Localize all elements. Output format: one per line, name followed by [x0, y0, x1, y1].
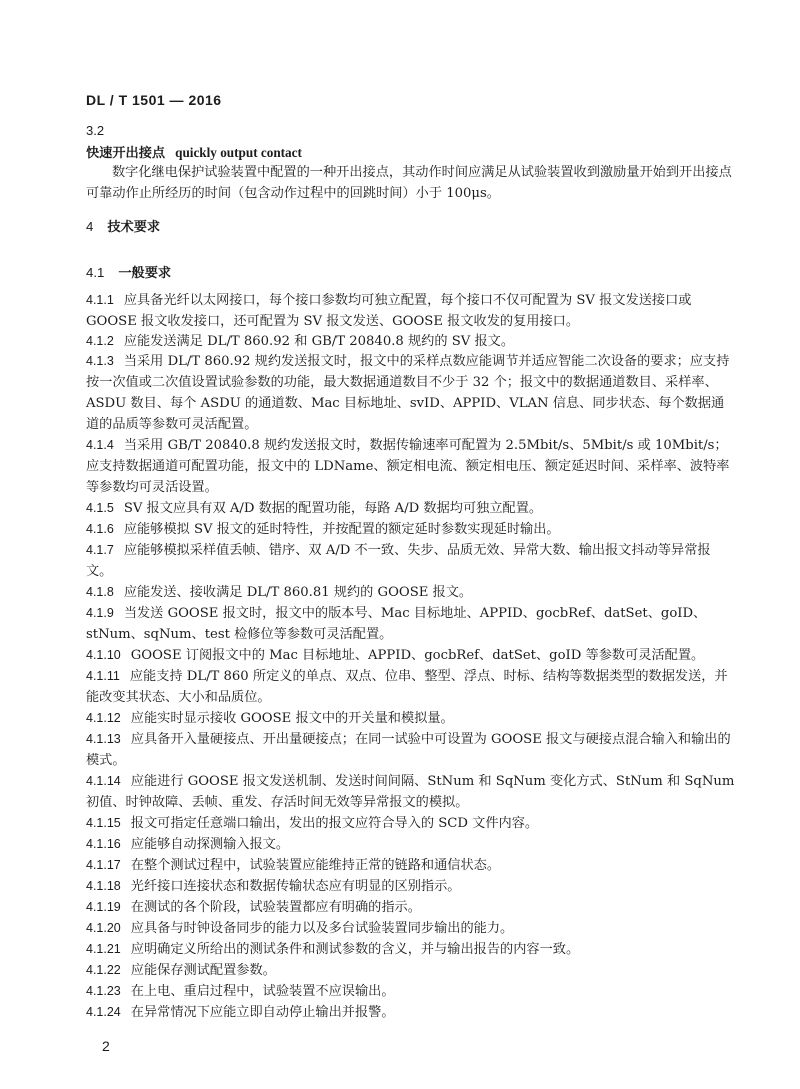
section-4-1-title: 一般要求: [118, 266, 172, 281]
clause-4-1-5: [86, 498, 736, 519]
clause-4-1-9: [86, 603, 736, 645]
clause-number: 4.1.22: [86, 963, 121, 977]
clause-4-1-11: [86, 666, 736, 708]
clause-4-1-22: [86, 960, 736, 981]
clause-4-1-7: [86, 540, 736, 582]
clause-number: 4.1.17: [86, 858, 121, 872]
clause-number: 4.1.11: [86, 669, 120, 683]
section-4-number: 4: [86, 219, 94, 234]
clause-4-1-14: [86, 771, 736, 813]
clause-number: 4.1.2: [86, 334, 114, 348]
clause-number: 4.1.1: [86, 293, 114, 307]
clause-4-1-6: [86, 519, 736, 540]
clause-number: 4.1.4: [86, 438, 114, 452]
clause-number: 4.1.15: [86, 816, 121, 830]
section-4-title: 技术要求: [107, 220, 161, 235]
clause-4-1-1: [86, 290, 736, 332]
clause-4-1-4: [86, 435, 736, 498]
clause-4-1-8: [86, 582, 736, 603]
clause-4-1-20: [86, 918, 736, 939]
clause-number: 4.1.10: [86, 648, 121, 662]
clause-text: 应能够模拟 SV 报文的延时特性，并按配置的额定延时参数实现延时输出。: [123, 522, 560, 537]
term-number-text: 3.2: [86, 123, 105, 138]
clause-4-1-17: [86, 855, 736, 876]
clause-4-1-24: [86, 1002, 736, 1023]
clause-number: 4.1.24: [86, 1005, 121, 1019]
clause-text: 应具备与时钟设备同步的能力以及多台试验装置同步输出的能力。: [130, 921, 514, 936]
clause-number: 4.1.7: [86, 543, 114, 557]
clause-4-1-19: [86, 897, 736, 918]
clause-text: SV 报文应具有双 A/D 数据的配置功能，每路 A/D 数据均可独立配置。: [123, 501, 543, 516]
clause-number: 4.1.20: [86, 921, 121, 935]
clause-text: 当采用 DL/T 860.92 规约发送报文时，报文中的采样点数应能调节并适应智能二次设备的要求；应支持按一次值或二次值设置试验参数的功能，最大数据通道数目不少于 32 个；报文中的数据通道数目、采样率、ASDU 数目、每个 ASDU 的通道数、Mac 目标地址、svID、APPID、VLAN 信息、同步状态、每个数据通道的品质等参数可灵活配置。: [86, 354, 730, 432]
page-number: 2: [102, 1038, 110, 1054]
clause-text: 应具备光纤以太网接口，每个接口参数均可独立配置，每个接口不仅可配置为 SV 报文发送接口或 GOOSE 报文收发接口，还可配置为 SV 报文发送、GOOSE 报文收发的复用接口。: [86, 293, 692, 329]
term-number: [86, 120, 736, 142]
clause-text: 光纤接口连接状态和数据传输状态应有明显的区别指示。: [130, 879, 461, 894]
clause-number: 4.1.9: [86, 606, 114, 620]
clause-4-1-16: [86, 834, 736, 855]
term-title: [86, 142, 736, 164]
clause-text: 应能支持 DL/T 860 所定义的单点、双点、位串、整型、浮点、时标、结构等数据类型的数据发送，并能改变其状态、大小和品质位。: [86, 669, 728, 705]
clause-number: 4.1.19: [86, 900, 121, 914]
clause-4-1-10: [86, 645, 736, 666]
clause-text: 在上电、重启过程中，试验装置不应误输出。: [130, 984, 395, 999]
clause-text: 应能保存测试配置参数。: [130, 963, 276, 978]
clause-text: 应能够模拟采样值丢帧、错序、双 A/D 不一致、失步、品质无效、异常大数、输出报文抖动等异常报文。: [86, 543, 711, 579]
clause-number: 4.1.21: [86, 942, 121, 956]
clause-4-1-13: [86, 729, 736, 771]
clause-4-1-3: [86, 351, 736, 435]
clause-number: 4.1.3: [86, 354, 114, 368]
clause-text: 在异常情况下应能立即自动停止输出并报警。: [130, 1005, 395, 1020]
clause-text: 当采用 GB/T 20840.8 规约发送报文时，数据传输速率可配置为 2.5Mbit/s、5Mbit/s 或 10Mbit/s；应支持数据通道可配置功能，报文中的 LDName、额定相电流、额定相电压、额定延迟时间、采样率、波特率等参数均可灵活设置。: [86, 438, 730, 495]
clause-number: 4.1.14: [86, 774, 121, 788]
clause-text: 报文可指定任意端口输出，发出的报文应符合导入的 SCD 文件内容。: [130, 816, 539, 831]
clause-4-1-15: [86, 813, 736, 834]
clause-number: 4.1.16: [86, 837, 121, 851]
clause-number: 4.1.5: [86, 501, 114, 515]
clause-number: 4.1.13: [86, 732, 121, 746]
clause-text: 应能实时显示接收 GOOSE 报文中的开关量和模拟量。: [130, 711, 454, 726]
clause-text: 在测试的各个阶段，试验装置都应有明确的指示。: [130, 900, 421, 915]
section-4-1-number: 4.1: [86, 265, 105, 280]
clause-text: 应能发送满足 DL/T 860.92 和 GB/T 20840.8 规约的 SV 报文。: [123, 334, 515, 349]
term-title-cn: 快速开出接点: [86, 146, 166, 161]
clause-number: 4.1.18: [86, 879, 121, 893]
clause-number: 4.1.12: [86, 711, 121, 725]
clause-text: GOOSE 订阅报文中的 Mac 目标地址、APPID、gocbRef、datSet、goID 等参数可灵活配置。: [130, 648, 705, 663]
section-4-1-heading: [86, 262, 736, 284]
clause-number: 4.1.8: [86, 585, 114, 599]
clause-4-1-12: [86, 708, 736, 729]
term-definition: 数字化继电保护试验装置中配置的一种开出接点，其动作时间应满足从试验装置收到激励量开始到开出接点可靠动作止所经历的时间（包含动作过程中的回跳时间）小于 100μs。: [86, 165, 732, 201]
clause-number: 4.1.23: [86, 984, 121, 998]
clause-text: 应能够自动探测输入报文。: [130, 837, 290, 852]
clause-text: 在整个测试过程中，试验装置应能维持正常的链路和通信状态。: [130, 858, 501, 873]
standard-code-header: DL / T 1501 — 2016: [86, 92, 222, 108]
clause-text: 应能进行 GOOSE 报文发送机制、发送时间间隔、StNum 和 SqNum 变化方式、StNum 和 SqNum 初值、时钟故障、丢帧、重发、存活时间无效等异常报文的模拟。: [86, 774, 735, 810]
clause-text: 应明确定义所给出的测试条件和测试参数的含义，并与输出报告的内容一致。: [130, 942, 580, 957]
clause-4-1-2: [86, 331, 736, 352]
term-title-en: quickly output contact: [175, 145, 302, 160]
section-4-heading: [86, 216, 736, 238]
clause-4-1-23: [86, 981, 736, 1002]
clause-4-1-18: [86, 876, 736, 897]
clause-text: 当发送 GOOSE 报文时，报文中的版本号、Mac 目标地址、APPID、gocbRef、datSet、goID、stNum、sqNum、test 检修位等参数可灵活配置。: [86, 606, 707, 642]
clause-number: 4.1.6: [86, 522, 114, 536]
clause-text: 应能发送、接收满足 DL/T 860.81 规约的 GOOSE 报文。: [123, 585, 473, 600]
clause-text: 应具备开入量硬接点、开出量硬接点；在同一试验中可设置为 GOOSE 报文与硬接点混合输入和输出的模式。: [86, 732, 731, 768]
clause-4-1-21: [86, 939, 736, 960]
